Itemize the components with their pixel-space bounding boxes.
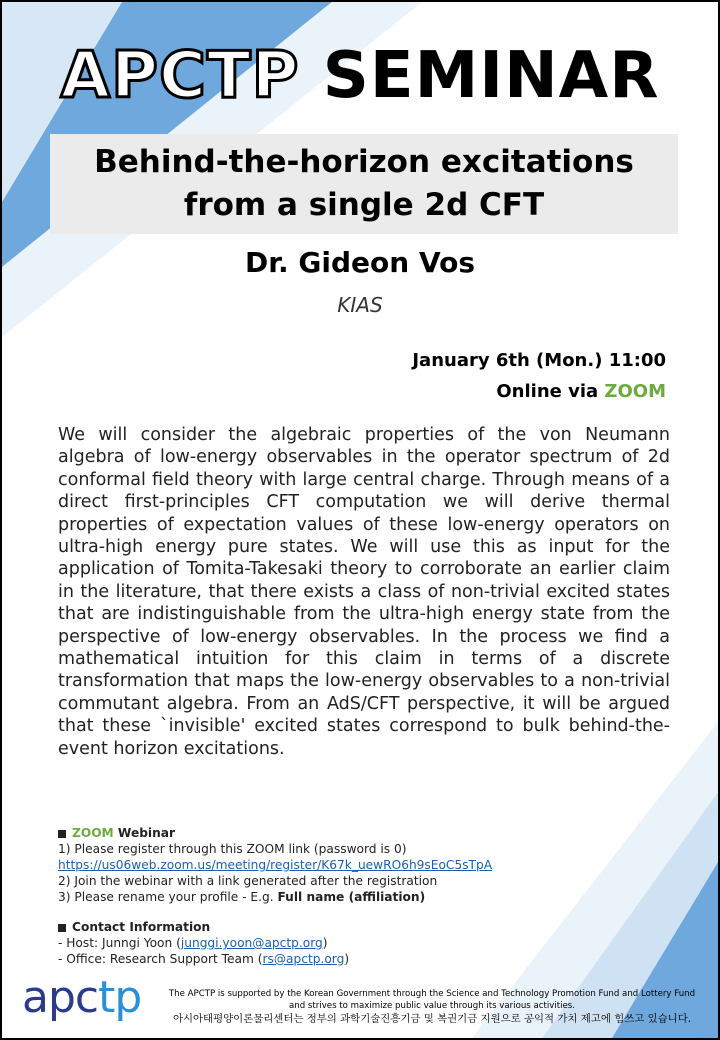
webinar-step-3 xyxy=(58,889,678,905)
speaker-affiliation: KIAS xyxy=(337,293,383,317)
office-email-link[interactable]: rs@apctp.org xyxy=(262,952,345,966)
funding-notice-line2: and strives to maximize public value through its various activities. xyxy=(289,1001,575,1011)
host-suffix: ) xyxy=(322,936,328,950)
talk-title xyxy=(94,141,634,227)
talk-title-line1: Behind-the-horizon excitations xyxy=(94,144,634,180)
apctp-logo xyxy=(22,972,142,1023)
funding-notice-korean: 아시아태평양이론물리센터는 정부의 과학기술진흥기금 및 복권기금 지원으로 공익적 가치 제고에 힘쓰고 있습니다. xyxy=(172,1013,692,1025)
office-label: - Office: Research Support Team ( xyxy=(58,952,263,966)
webinar-step-3-text: 3) Please rename your profile - E.g. xyxy=(58,890,278,904)
contact-label: Contact Information xyxy=(72,920,211,934)
funding-notice xyxy=(160,988,704,1027)
contact-office xyxy=(58,951,678,967)
seminar-title xyxy=(2,39,718,113)
schedule xyxy=(412,345,666,407)
webinar-label: Webinar xyxy=(113,826,176,840)
webinar-step-3-example: Full name (affiliation) xyxy=(277,890,426,904)
venue-prefix: Online via xyxy=(496,381,605,402)
host-label: - Host: Junngi Yoon ( xyxy=(58,936,181,950)
date-time: January 6th (Mon.) 11:00 xyxy=(412,350,666,371)
logo-part-tp: tp xyxy=(98,972,142,1023)
contact-heading xyxy=(58,919,678,935)
logo-part-apc: apc xyxy=(22,972,99,1023)
contact-host xyxy=(58,935,678,951)
host-email-link[interactable]: junggi.yoon@apctp.org xyxy=(180,936,323,950)
webinar-heading xyxy=(58,825,678,841)
square-bullet-icon xyxy=(58,830,66,838)
funding-notice-line1: The APCTP is supported by the Korean Government through the Science and Technology Promotion Fund and Lottery Fund xyxy=(168,989,696,999)
office-suffix: ) xyxy=(344,952,350,966)
webinar-step-1: 1) Please register through this ZOOM link (password is 0) xyxy=(58,842,407,856)
talk-title-box xyxy=(50,134,678,234)
zoom-registration-link[interactable]: https://us06web.zoom.us/meeting/register/K67k_uewRO6h9sEoC5sTpA xyxy=(58,858,493,872)
venue xyxy=(412,376,666,407)
webinar-step-2: 2) Join the webinar with a link generated after the registration xyxy=(58,874,438,888)
abstract-text: We will consider the algebraic properties of the von Neumann algebra of low-energy observables in the operator spectrum of 2d conformal field theory with large central charge. Through means of a direct first-principles CFT computation we will derive thermal properties of expectation values of these low-energy operators on ultra-high energy pure states. We will use this as input for the application of Tomita-Takesaki theory to corroborate an earlier claim in the literature, that there exists a class of non-trivial excited states that are indistinguishable from the ultra-high energy state from the perspective of low-energy observables. In the process we find a mathematical intuition for this claim in terms of a discrete transformation that maps the low-energy observables to a non-trivial commutant algebra. From an AdS/CFT perspective, it will be argued that these `invisible' excited states correspond to bulk behind-the-event horizon excitations. xyxy=(58,425,670,759)
venue-zoom: ZOOM xyxy=(604,381,666,402)
title-apctp: APCTP xyxy=(60,39,300,113)
speaker-name: Dr. Gideon Vos xyxy=(244,246,475,279)
info-section xyxy=(58,825,678,967)
webinar-zoom-label: ZOOM xyxy=(72,826,114,840)
square-bullet-icon xyxy=(58,924,66,932)
talk-title-line2: from a single 2d CFT xyxy=(183,187,545,223)
title-seminar: SEMINAR xyxy=(322,39,660,113)
